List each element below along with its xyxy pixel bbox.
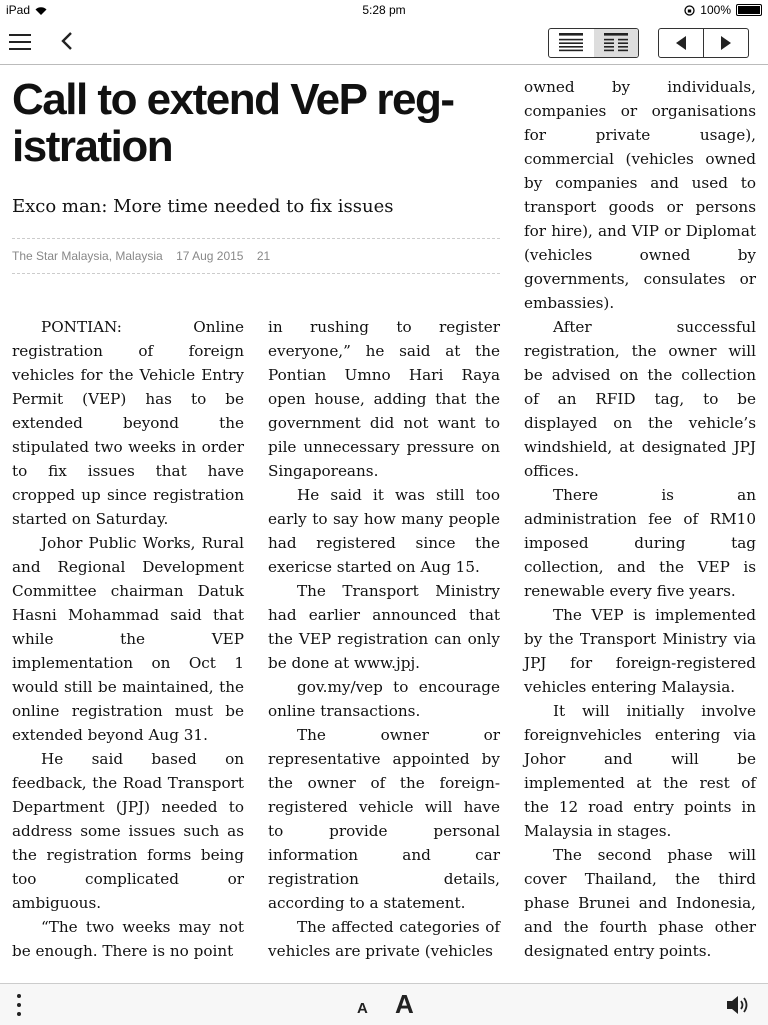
status-bar bbox=[0, 0, 768, 20]
single-column-view-button[interactable] bbox=[549, 29, 594, 57]
multi-column-icon bbox=[604, 33, 628, 53]
paragraph: He said it was still too early to say how many people had registered since the exericse started on Aug 15. bbox=[268, 486, 500, 576]
paragraph: owned by individuals, companies or organisations for private usage), commercial (vehicles owned by companies and used to transport goods or persons for hire), and VIP or Diplomat (vehicles owned by governments, consulates or embassies). bbox=[524, 78, 756, 312]
status-right bbox=[684, 3, 762, 17]
battery-percent: 100% bbox=[700, 3, 731, 17]
paragraph: The affected categories of vehicles are private (vehicles bbox=[268, 918, 500, 960]
article-meta bbox=[12, 238, 500, 274]
article-date: 17 Aug 2015 bbox=[176, 249, 244, 263]
paragraph: There is an administration fee of RM10 imposed during tag collection, and the VEP is renewable every five years. bbox=[524, 486, 756, 600]
previous-article-button[interactable] bbox=[659, 29, 703, 57]
hamburger-icon[interactable] bbox=[9, 34, 31, 50]
view-mode-toggle bbox=[548, 28, 639, 58]
device-name: iPad bbox=[6, 3, 31, 17]
single-column-icon bbox=[559, 33, 583, 53]
vertical-dots-icon[interactable] bbox=[17, 994, 23, 1016]
multi-column-view-button[interactable] bbox=[594, 29, 639, 57]
paragraph: gov.my/vep to encourage online transactions. bbox=[268, 678, 500, 720]
paragraph: It will initially involve foreignvehicles entering via Johor and will be implemented at the rest of the 12 road entry points in Malaysia in stages. bbox=[524, 702, 756, 840]
paragraph: The owner or representative appointed by the owner of the foreign-registered vehicle will have to provide personal information and car registration details, according to a statement. bbox=[268, 726, 500, 912]
article-column-2 bbox=[268, 315, 500, 963]
chevron-left-icon bbox=[56, 29, 80, 53]
paragraph: Johor Public Works, Rural and Regional Development Committee chairman Datuk Hasni Mohammad said that while the VEP implementation on Oct 1 would still be maintained, the online registration must be extended beyond Aug 31. bbox=[12, 534, 244, 744]
article-column-3 bbox=[524, 75, 756, 963]
increase-font-button[interactable]: A bbox=[395, 989, 414, 1019]
toolbar bbox=[0, 20, 768, 65]
paragraph: The second phase will cover Thailand, the third phase Brunei and Indonesia, and the fourth phase other designated entry points. bbox=[524, 846, 756, 960]
paragraph: The Transport Ministry had earlier announced that the VEP registration can only be done at www.jpj. bbox=[268, 582, 500, 672]
triangle-left-icon bbox=[674, 35, 688, 51]
decrease-font-button[interactable]: A bbox=[357, 1000, 368, 1017]
paragraph: in rushing to register everyone,” he said at the Pontian Umno Hari Raya open house, adding that the government did not want to pile unnecessary pressure on Singaporeans. bbox=[268, 318, 500, 480]
battery-icon bbox=[736, 4, 762, 16]
page-nav-toggle bbox=[658, 28, 749, 58]
paragraph: PONTIAN: Online registration of foreign vehicles for the Vehicle Entry Permit (VEP) has to be extended beyond the stipulated two weeks in order to fix issues that have cropped up since registration started on Saturday. bbox=[12, 318, 244, 528]
bottom-toolbar bbox=[0, 983, 768, 1025]
article-source: The Star Malaysia, Malaysia bbox=[12, 249, 163, 263]
triangle-right-icon bbox=[719, 35, 733, 51]
paragraph: He said based on feedback, the Road Transport Department (JPJ) needed to address some issues such as the registration forms being too complicated or ambiguous. bbox=[12, 750, 244, 912]
article-column-1 bbox=[12, 315, 244, 963]
paragraph: After successful registration, the owner will be advised on the collection of an RFID tag, to be displayed on the vehicle’s windshield, at designated JPJ offices. bbox=[524, 318, 756, 480]
next-article-button[interactable] bbox=[703, 29, 748, 57]
article-subtitle: Exco man: More time needed to fix issues bbox=[12, 196, 394, 217]
paragraph: The VEP is implemented by the Transport Ministry via JPJ for foreign-registered vehicles entering Malaysia. bbox=[524, 606, 756, 696]
status-time: 5:28 pm bbox=[362, 3, 406, 17]
article-title: Call to extend VeP reg- istration bbox=[12, 75, 454, 171]
paragraph: “The two weeks may not be enough. There is no point bbox=[12, 918, 244, 960]
orientation-lock-icon bbox=[684, 5, 695, 16]
article-page: 21 bbox=[256, 249, 271, 263]
back-button[interactable] bbox=[56, 29, 80, 53]
speaker-icon[interactable] bbox=[725, 993, 751, 1017]
